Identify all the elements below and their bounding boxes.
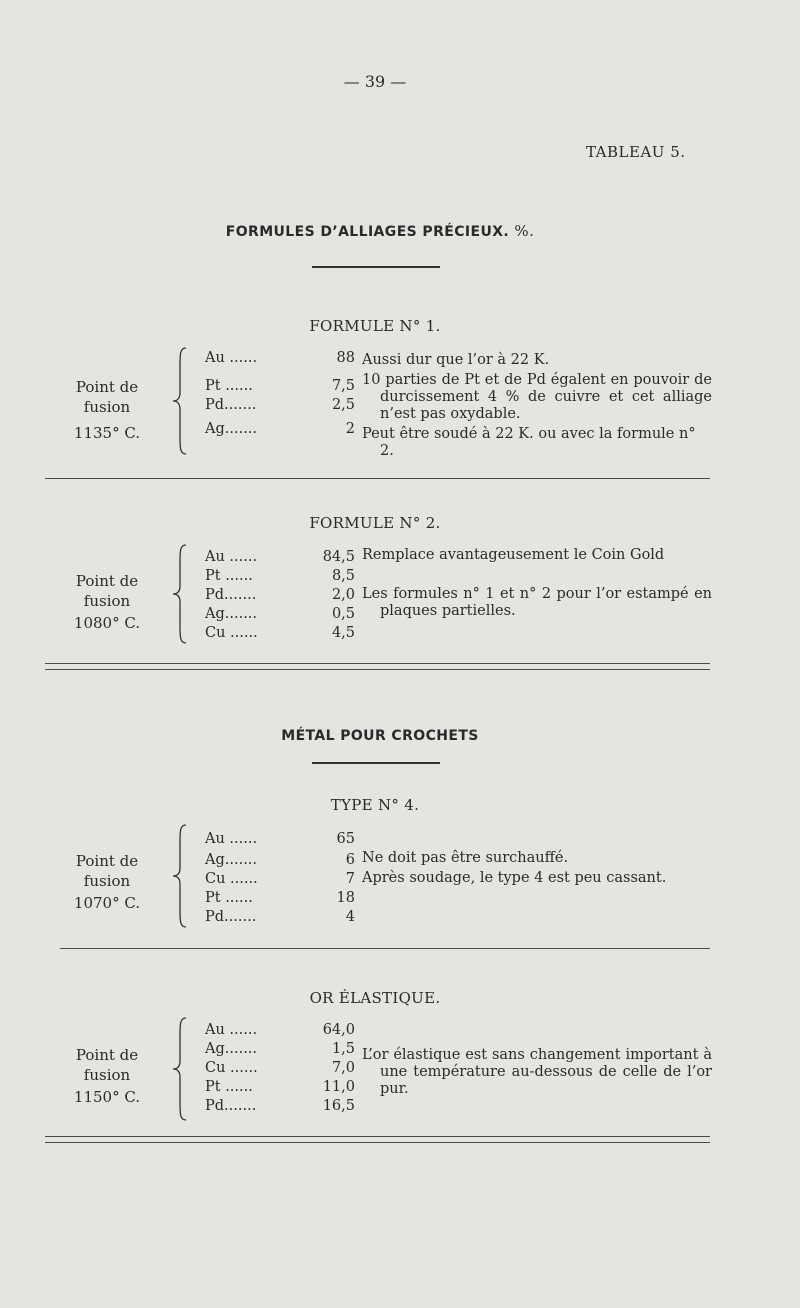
element-name: Ag.......: [205, 852, 258, 868]
element-value: 0,5: [331, 606, 355, 622]
element-name: Cu ......: [205, 871, 258, 887]
element-value: 6: [345, 852, 355, 868]
fusion-label-1: Point de: [75, 1046, 139, 1064]
element-value: 4: [345, 909, 355, 925]
element-name: Pd.......: [205, 397, 257, 413]
fusion-label-2: fusion: [83, 398, 131, 416]
element-row: [205, 587, 355, 606]
element-value: 7,0: [331, 1060, 355, 1076]
fusion-temperature: 1080° C.: [73, 614, 141, 632]
fusion-label-1: Point de: [75, 572, 139, 590]
element-name: Cu ......: [205, 1060, 258, 1076]
page-number: — 39 —: [343, 72, 407, 91]
fusion-label-1: Point de: [75, 852, 139, 870]
formula1-brace: [170, 346, 190, 456]
formula2-title: FORMULE N° 2.: [309, 514, 441, 532]
fusion-label-2: fusion: [83, 872, 131, 890]
formula2-notes: [362, 547, 712, 623]
element-name: Pd.......: [205, 909, 257, 925]
element-name: Pt ......: [205, 568, 253, 584]
type4-fusion: [57, 851, 157, 913]
element-name: Pt ......: [205, 890, 253, 906]
formula1-fusion: [57, 377, 157, 443]
element-name: Au ......: [205, 831, 258, 847]
fusion-label-2: fusion: [83, 592, 131, 610]
fusion-label-2: fusion: [83, 1066, 131, 1084]
element-row: [205, 909, 355, 928]
element-name: Pd.......: [205, 1098, 257, 1114]
element-row: [205, 625, 355, 644]
note: Aussi dur que l’or à 22 K.: [362, 352, 550, 368]
formula2-elements: [205, 549, 355, 644]
metal-title: MÉTAL POUR CROCHETS: [281, 728, 479, 744]
formula2-fusion: [57, 571, 157, 633]
type4-elements: [205, 831, 355, 928]
element-value: 64,0: [322, 1022, 355, 1038]
element-row: [205, 397, 355, 416]
element-row: [205, 606, 355, 625]
element-value: 4,5: [331, 625, 355, 641]
title-underline: [312, 266, 440, 268]
element-value: 88: [336, 350, 355, 366]
fusion-temperature: 1070° C.: [73, 894, 141, 912]
formula2-brace: [170, 543, 190, 645]
element-row: [205, 831, 355, 850]
element-value: 7: [345, 871, 355, 887]
note: L’or élastique est sans changement important à une température au-dessous de celle de l’or pur.: [362, 1047, 712, 1097]
type4-title: TYPE N° 4.: [330, 796, 420, 814]
element-row: [205, 1060, 355, 1079]
element-name: Au ......: [205, 350, 258, 366]
formula1-notes: [362, 352, 712, 463]
type4-notes: [362, 850, 722, 890]
main-title-text: FORMULES D’ALLIAGES PRÉCIEUX.: [225, 224, 510, 240]
element-name: Au ......: [205, 1022, 258, 1038]
element-value: 2,5: [331, 397, 355, 413]
elastic-brace: [170, 1016, 190, 1122]
note: Remplace avantageusement le Coin Gold: [362, 547, 665, 563]
element-name: Ag.......: [205, 1041, 258, 1057]
element-row: [205, 1079, 355, 1098]
element-name: Pt ......: [205, 378, 253, 394]
note: Après soudage, le type 4 est peu cassant.: [362, 870, 667, 886]
elastic-fusion: [57, 1045, 157, 1107]
element-value: 11,0: [322, 1079, 355, 1095]
note: Les formules n° 1 et n° 2 pour l’or estampé en plaques partielles.: [362, 586, 712, 619]
elastic-elements: [205, 1022, 355, 1117]
element-name: Au ......: [205, 549, 258, 565]
element-row: [205, 890, 355, 909]
element-value: 18: [336, 890, 355, 906]
element-name: Ag.......: [205, 606, 258, 622]
note: Peut être soudé à 22 K. ou avec la formule n° 2.: [362, 426, 696, 459]
note: Ne doit pas être surchauffé.: [362, 850, 569, 866]
section-divider: [45, 1142, 710, 1143]
element-value: 2: [345, 421, 355, 437]
element-row: [205, 568, 355, 587]
element-row: [205, 1022, 355, 1041]
element-row: [205, 1041, 355, 1060]
element-row: [205, 378, 355, 397]
type4-brace: [170, 823, 190, 929]
fusion-temperature: 1150° C.: [73, 1088, 141, 1106]
elastic-title: OR ÉLASTIQUE.: [309, 989, 441, 1007]
note: 10 parties de Pt et de Pd égalent en pouvoir de durcissement 4 % de cuivre et cet alliage n’est pas oxydable.: [362, 372, 712, 422]
main-title-percent: %.: [514, 222, 535, 240]
element-row: [205, 852, 355, 871]
element-row: [205, 871, 355, 890]
element-row: [205, 549, 355, 568]
section-divider: [45, 663, 710, 664]
main-title: [0, 222, 760, 240]
element-row: [205, 421, 355, 440]
element-value: 84,5: [322, 549, 355, 565]
fusion-label-1: Point de: [75, 378, 139, 396]
element-row: [205, 1098, 355, 1117]
element-row: [205, 350, 355, 369]
elastic-notes: [362, 1047, 712, 1101]
section-divider: [45, 1136, 710, 1137]
formula1-elements: [205, 350, 355, 440]
section-divider: [45, 669, 710, 670]
element-value: 16,5: [322, 1098, 355, 1114]
element-name: Cu ......: [205, 625, 258, 641]
section-divider: [60, 948, 710, 949]
element-value: 8,5: [331, 568, 355, 584]
formula1-title: FORMULE N° 1.: [309, 317, 441, 335]
element-name: Pd.......: [205, 587, 257, 603]
element-value: 1,5: [331, 1041, 355, 1057]
fusion-temperature: 1135° C.: [73, 424, 141, 442]
element-value: 65: [336, 831, 355, 847]
element-value: 7,5: [331, 378, 355, 394]
element-name: Pt ......: [205, 1079, 253, 1095]
section-divider: [45, 478, 710, 479]
table-label: TABLEAU 5.: [586, 143, 686, 161]
element-value: 2,0: [331, 587, 355, 603]
element-name: Ag.......: [205, 421, 258, 437]
title-underline: [312, 762, 440, 764]
